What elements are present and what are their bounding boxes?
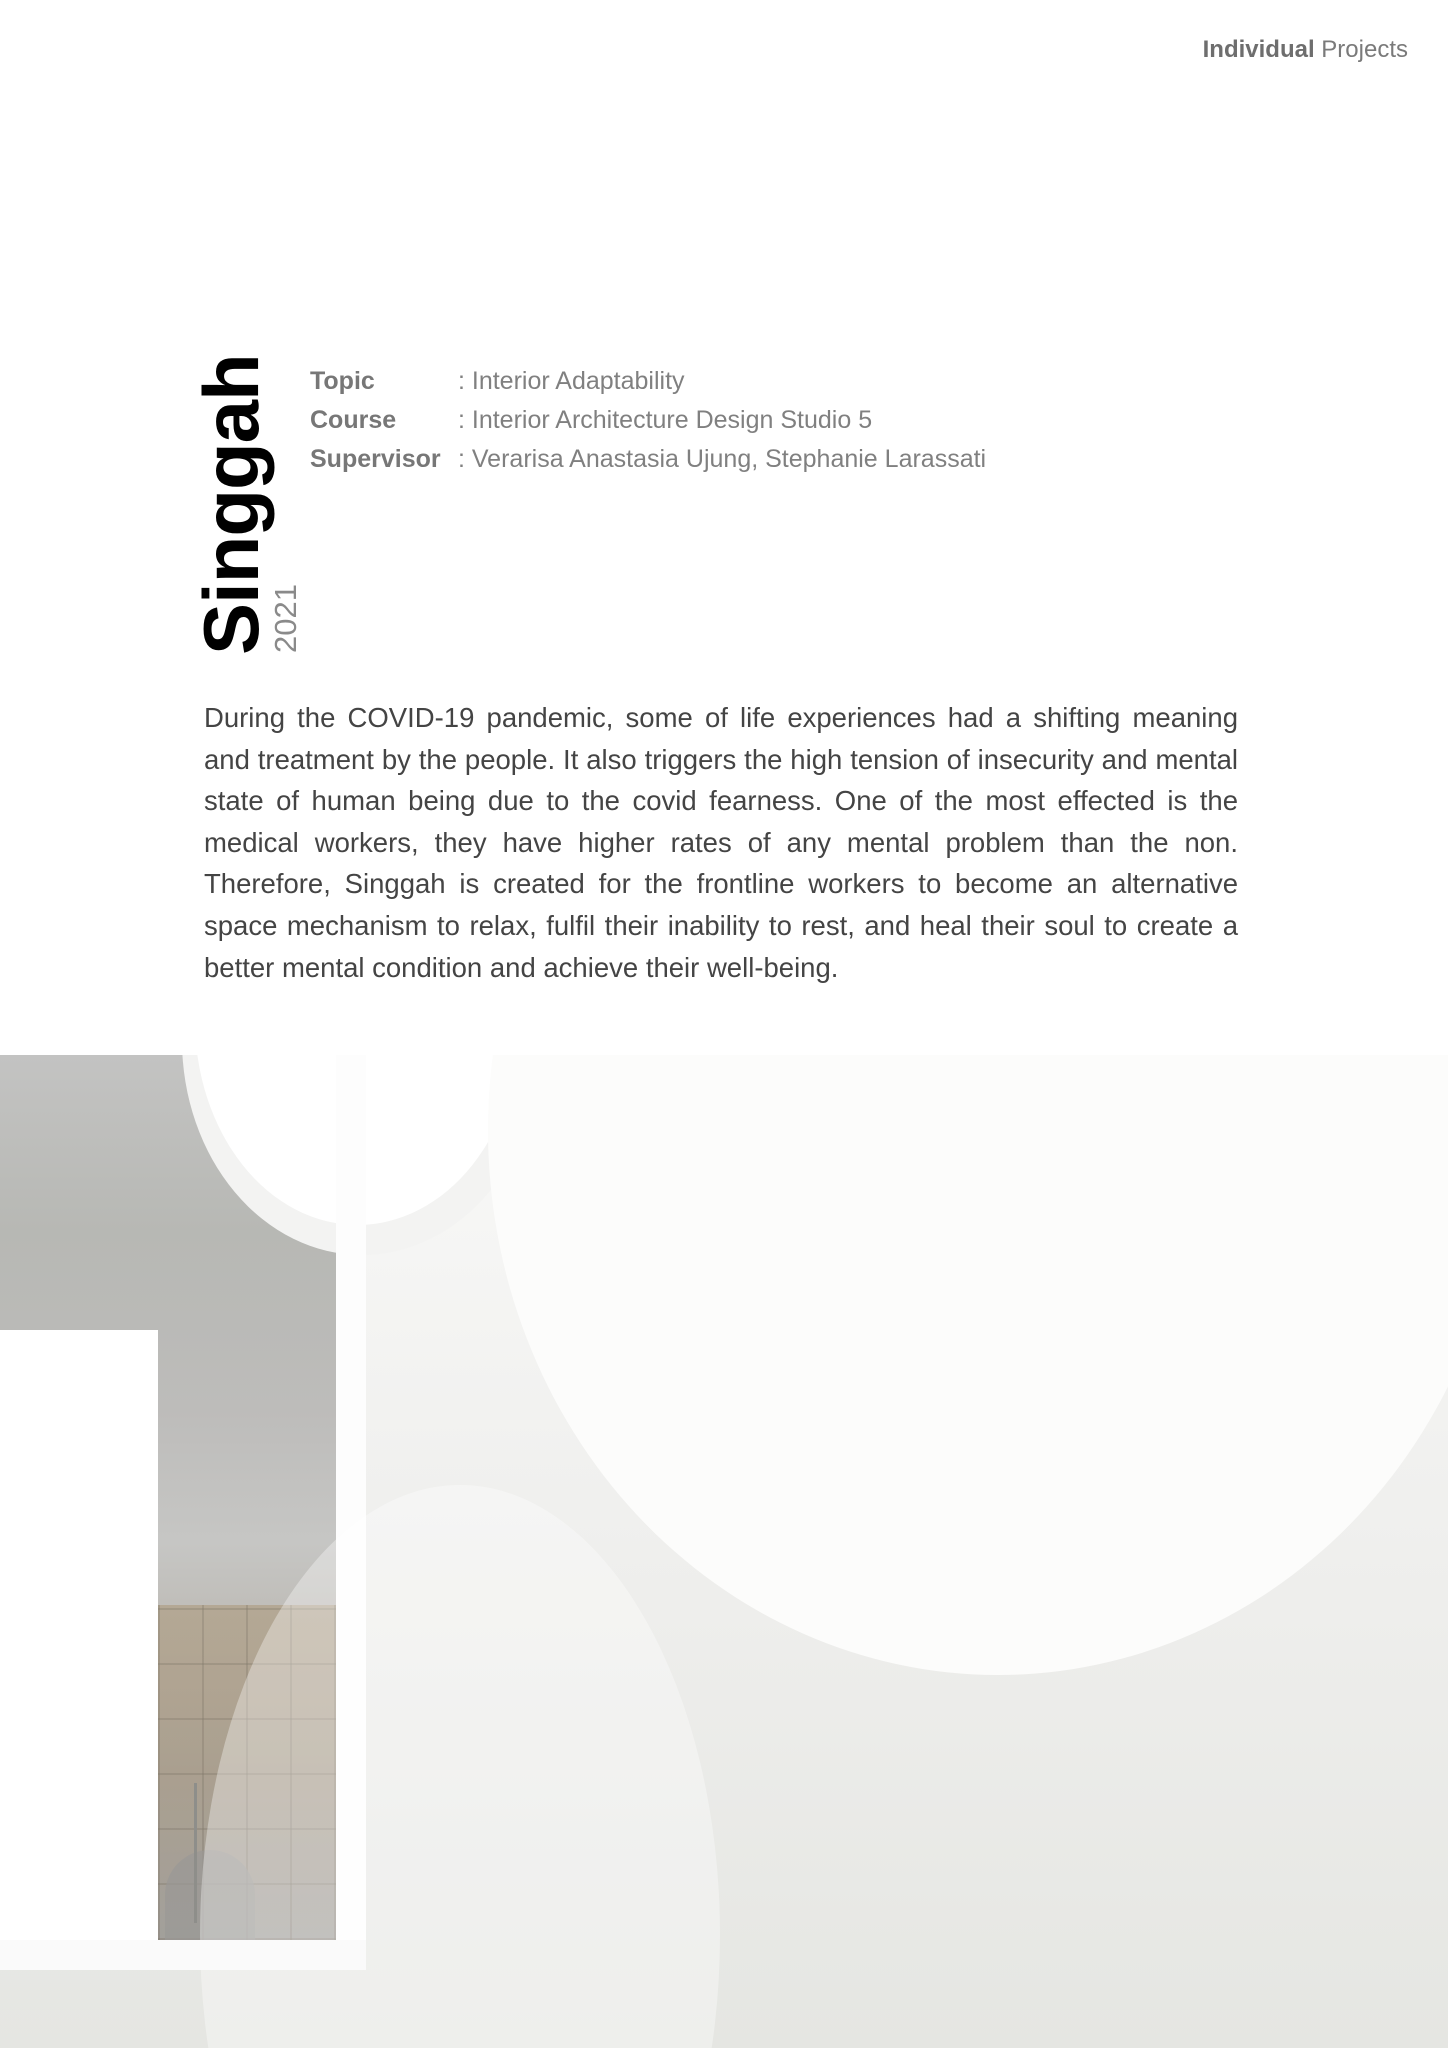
- section-header: [1203, 36, 1408, 64]
- meta-row-topic: [310, 362, 986, 401]
- project-meta: [310, 362, 986, 479]
- lamp-post: [194, 1783, 197, 1923]
- white-panel: [0, 1330, 158, 1940]
- project-name: Singgah: [187, 354, 275, 655]
- meta-value: : Verarisa Anastasia Ujung, Stephanie Larassati: [458, 445, 987, 473]
- header-bold: Individual: [1202, 36, 1315, 63]
- project-description: During the COVID-19 pandemic, some of life experiences had a shifting meaning and treatment by the people. It also triggers the high tension of insecurity and mental state of human being due to the covid fearness. One of the most effected is the medical workers, they have higher rates of any mental problem than the non. Therefore, Singgah is created for the frontline workers to become an alternative space mechanism to relax, fulfil their inability to rest, and heal their soul to create a better mental condition and achieve their well-being.: [204, 702, 1238, 983]
- meta-row-supervisor: [310, 440, 986, 479]
- meta-value: : Interior Architecture Design Studio 5: [458, 406, 873, 434]
- bottom-band: [0, 1940, 366, 1970]
- meta-label: Course: [310, 406, 397, 434]
- project-year: 2021: [268, 584, 303, 653]
- meta-label: Supervisor: [310, 445, 441, 473]
- header-normal: Projects: [1314, 36, 1408, 63]
- big-circle-shape: [488, 1055, 1448, 1675]
- hero-image: [0, 1055, 1448, 2048]
- meta-row-course: [310, 401, 986, 440]
- meta-value: : Interior Adaptability: [458, 367, 685, 395]
- meta-label: Topic: [310, 367, 375, 395]
- project-title-block: [187, 354, 310, 655]
